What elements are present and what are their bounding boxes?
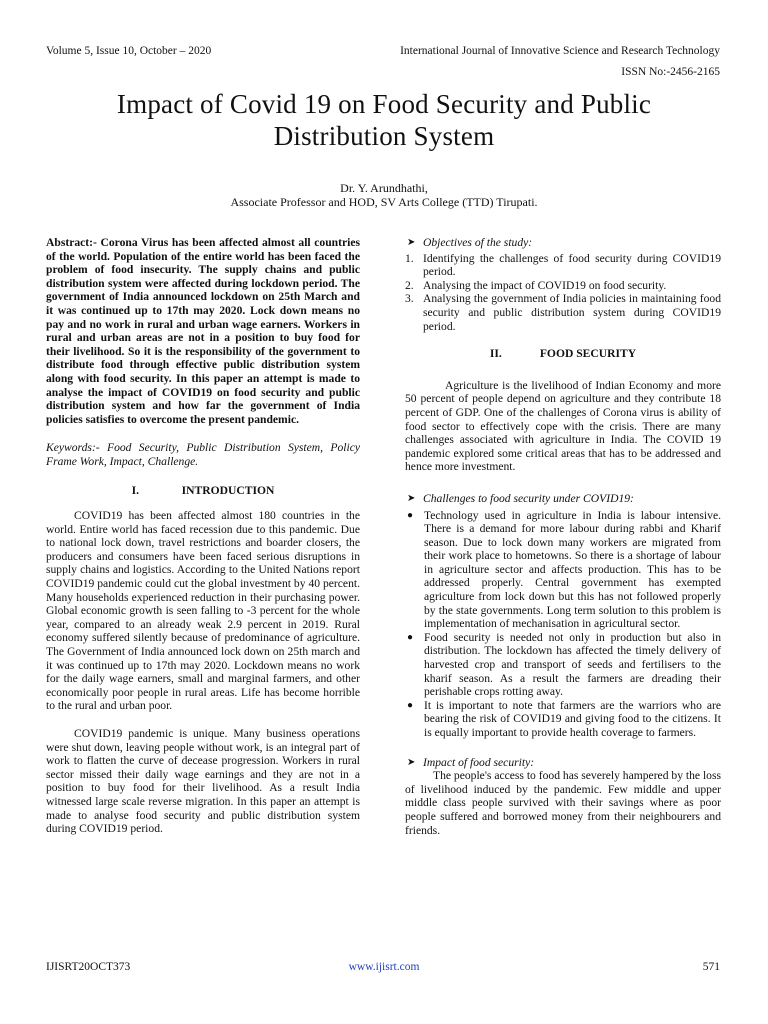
arrow-bullet-icon: ➤ [407, 237, 416, 248]
paper-title-line-2: Distribution System [273, 121, 495, 151]
volume-issue: Volume 5, Issue 10, October – 2020 [46, 45, 212, 57]
page-number: 571 [702, 961, 720, 973]
section-number: I. [131, 483, 140, 497]
abstract: Abstract:- Corona Virus has been affected almost all countries of the world. Population of the entire world has been faced the problem of food insecurity. The supply chains and public distribution system were affected during lockdown period. The government of India announced lockdown on 25th March and it was continued up to 17th may 2020. Lock down means no pay and no work in rural and urban wage earners. Workers in rural and urban areas are not in a position to buy food for their livelihood. So it is the responsibility of the government to distribute food through effective public distribution system along with food security. In this paper an attempt is made to analyse the impact of COVID19 on food security and public distribution system and how far the government of India policies satisfies to overcome the present pandemic. [46, 236, 360, 426]
journal-url-link[interactable]: www.ijisrt.com [348, 961, 420, 973]
food-security-paragraph: Agriculture is the livelihood of Indian Economy and more 50 percent of people depend on agriculture and they contribute 18 percent of GDP. One of the challenges of Corona virus is ability of food sector to effectively cope with the crisis. There are many challenges associated with agriculture in India. The COVID 19 pandemic explored some critical areas that has to be addressed and hence more investment. [405, 378, 721, 474]
list-item: 2. Analysing the impact of COVID19 on food security. [405, 278, 667, 292]
section-title: INTRODUCTION [181, 483, 275, 497]
list-item: ● Technology used in agriculture in India is labour intensive. There is a demand for more labour during rabbi and Kharif season. Due to lock down many workers are migrated from their work place to hometowns. So there is a shortage of labour in agriculture sector and affects production. This has to be addressed properly. Central government has exempted agriculture from lock down but this has not followed properly by the state governments. Long term solution to this problem is implementation of mechanisation in agricultural sector. [407, 508, 721, 631]
intro-paragraph-1: COVID19 has been affected almost 180 countries in the world. Entire world has faced recession due to this pandemic. Due to national lock down, travel restrictions and boarder closers, the producers and consumers have been faced serious disruptions in supply chains and logistics. According to the United Nations report COVID19 pandemic could cut the global investment by 40 percent. Many households experienced reduction in their purchasing power. Global economic growth is seen falling to -3 percent for the whole year, compared to an already weak 2.9 percent in 2019. Rural economy suffered silently because of predominance of agriculture. The Government of India announced lock down on 25th march and it was continued up to 17th may 2020. Lockdown means no work for the daily wage earners, small and marginal farmers, and other economically poor people in rural areas. Life has become horrible to the rural and urban poor. [46, 509, 360, 713]
bullet-icon: ● [407, 509, 414, 521]
author-affiliation: Associate Professor and HOD, SV Arts College (TTD) Tirupati. [230, 195, 538, 209]
paper-title [40, 88, 728, 152]
author-name: Dr. Y. Arundhathi, [340, 181, 428, 195]
list-item: 1. Identifying the challenges of food security during COVID19 period. [405, 251, 721, 279]
paper-title-line-1: Impact of Covid 19 on Food Security and Public [116, 89, 652, 119]
issn: ISSN No:-2456-2165 [621, 66, 720, 78]
impact-heading: ➤ Impact of food security: [407, 755, 535, 769]
challenges-list [405, 509, 721, 740]
impact-paragraph: The people's access to food has severely hampered by the loss of livelihood induced by the pandemic. Few middle and upper middle class people survived with their savings where as poor people suffered and borrowed money from their neighbourers and friends. [405, 769, 721, 837]
intro-paragraph-2: COVID19 pandemic is unique. Many business operations were shut down, leaving people without work, is an integral part of work to flatten the curve of decease progression. Workers in rural sector missed their daily wage earnings and they are not in a position to buy food for their livelihood. As a result India witnessed large scale reverse migration. In this paper an attempt is made to analyse food security and public distribution system during COVID19 period. [46, 727, 360, 836]
left-column [46, 236, 360, 836]
list-item: ● Food security is needed not only in production but also in distribution. The lockdown has affected the timely delivery of harvested crop and transport of seeds and fertilisers to the kharif season. As a result the farmers are dreading their perishable crops rotting away. [407, 630, 721, 699]
paper-code: IJISRT20OCT373 [46, 961, 131, 973]
journal-name: International Journal of Innovative Science and Research Technology [400, 45, 720, 57]
challenges-heading: ➤ Challenges to food security under COVID19: [407, 491, 634, 505]
list-item: 3. Analysing the government of India policies in maintaining food security and public distribution system during COVID19 period. [405, 292, 721, 333]
list-item: ● It is important to note that farmers are the warriors who are bearing the risk of COVID19 and giving food to the citizens. It is equally important to provide health coverage to farmers. [407, 698, 721, 739]
objectives-heading: ➤ Objectives of the study: [407, 236, 533, 249]
section-number: II. [489, 347, 502, 361]
section-title: FOOD SECURITY [539, 347, 637, 361]
section-heading-introduction [46, 484, 360, 498]
objectives-list [405, 252, 721, 334]
keywords: Keywords:- Food Security, Public Distribution System, Policy Frame Work, Impact, Challenge. [46, 441, 360, 468]
bullet-icon: ● [407, 631, 414, 643]
right-column [405, 236, 721, 837]
section-heading-food-security [405, 347, 721, 361]
arrow-bullet-icon: ➤ [407, 492, 416, 504]
arrow-bullet-icon: ➤ [407, 756, 416, 768]
bullet-icon: ● [407, 699, 414, 711]
